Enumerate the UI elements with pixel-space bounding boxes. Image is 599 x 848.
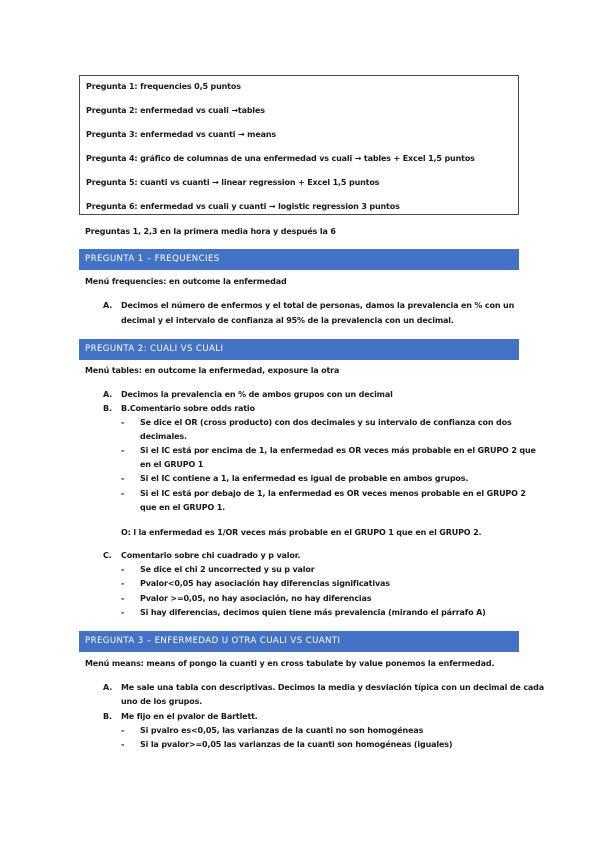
bartlett-item-2: Si la pvalor>=0,05 las varianzas de la cuanti son homogéneas (iguales) xyxy=(140,740,453,749)
section-3-a-marker: A. xyxy=(103,683,113,692)
section-2-c-text: Comentario sobre chi cuadrado y p valor. xyxy=(121,551,301,560)
or-item-4-line-2: que en el GRUPO 1. xyxy=(140,503,226,512)
or-item-2-line-1: Si el IC está por encima de 1, la enfermedad es OR veces más probable en el GRUPO 2 que xyxy=(140,446,536,455)
section-1-heading: PREGUNTA 1 – FREQUENCIES xyxy=(79,249,519,270)
bullet-dash: - xyxy=(121,474,125,483)
or-item-1-line-1: Se dice el OR (cross producto) con dos decimales y su intervalo de confianza con dos xyxy=(140,418,512,427)
or-item-3-line-1: Si el IC contiene a 1, la enfermedad es igual de probable en ambos grupos. xyxy=(140,474,469,483)
summary-line-4: Pregunta 4: gráfico de columnas de una enfermedad vs cuali → tables + Excel 1,5 puntos xyxy=(86,154,475,163)
summary-line-3: Pregunta 3: enfermedad vs cuanti → means xyxy=(86,130,277,139)
section-1-a-line-2: decimal y el intervalo de confianza al 95% de la prevalencia con un decimal. xyxy=(121,316,454,325)
section-2-a-text: Decimos la prevalencia en % de ambos grupos con un decimal xyxy=(121,390,393,399)
bullet-dash: - xyxy=(121,446,125,455)
intro-text: Preguntas 1, 2,3 en la primera media hora y después la 6 xyxy=(85,227,336,236)
summary-line-1: Pregunta 1: frequencies 0,5 puntos xyxy=(86,82,241,91)
bullet-dash: - xyxy=(121,608,125,617)
section-2-menu: Menú tables: en outcome la enfermedad, exposure la otra xyxy=(85,366,340,375)
summary-box xyxy=(79,75,519,215)
summary-line-6: Pregunta 6: enfermedad vs cuali y cuanti → logistic regression 3 puntos xyxy=(86,202,400,211)
summary-line-2: Pregunta 2: enfermedad vs cuali →tables xyxy=(86,106,265,115)
chi-item-1: Se dice el chi 2 uncorrected y su p valor xyxy=(140,565,315,574)
section-2-heading: PREGUNTA 2: CUALI VS CUALI xyxy=(79,339,519,360)
section-3-heading: PREGUNTA 3 – ENFERMEDAD U OTRA CUALI VS CUANTI xyxy=(79,631,519,652)
or-item-2-line-2: en el GRUPO 1 xyxy=(140,460,204,469)
bullet-dash: - xyxy=(121,579,125,588)
or-item-1-line-2: decimales. xyxy=(140,432,187,441)
bullet-dash: - xyxy=(121,565,125,574)
section-1-menu: Menú frequencies: en outcome la enfermedad xyxy=(85,277,287,286)
section-3-a-line-2: uno de los grupos. xyxy=(121,697,203,706)
or-inverse-note: O: l la enfermedad es 1/OR veces más probable en el GRUPO 1 que en el GRUPO 2. xyxy=(121,528,482,537)
summary-line-5: Pregunta 5: cuanti vs cuanti → linear regression + Excel 1,5 puntos xyxy=(86,178,380,187)
bartlett-item-1: Si pvalro es<0,05, las varianzas de la cuanti no son homogéneas xyxy=(140,726,424,735)
section-1-a-line-1: Decimos el número de enfermos y el total de personas, damos la prevalencia en % con un xyxy=(121,301,515,310)
bullet-dash: - xyxy=(121,726,125,735)
section-3-b-marker: B. xyxy=(103,712,112,721)
chi-item-2: Pvalor<0,05 hay asociación hay diferencias significativas xyxy=(140,579,390,588)
section-2-b-text: B.Comentario sobre odds ratio xyxy=(121,404,255,413)
bullet-dash: - xyxy=(121,740,125,749)
section-2-b-marker: B. xyxy=(103,404,112,413)
bullet-dash: - xyxy=(121,594,125,603)
section-2-c-marker: C. xyxy=(103,551,112,560)
section-2-a-marker: A. xyxy=(103,390,113,399)
bullet-dash: - xyxy=(121,489,125,498)
or-item-4-line-1: Si el IC está por debajo de 1, la enfermedad es OR veces menos probable en el GRUPO 2 xyxy=(140,489,526,498)
bullet-dash: - xyxy=(121,418,125,427)
section-3-menu: Menú means: means of pongo la cuanti y en cross tabulate by value ponemos la enfermedad. xyxy=(85,659,495,668)
section-3-a-line-1: Me sale una tabla con descriptivas. Decimos la media y desviación típica con un decimal de cada xyxy=(121,683,544,692)
section-3-b-text: Me fijo en el pvalor de Bartlett. xyxy=(121,712,258,721)
chi-item-4: Si hay diferencias, decimos quien tiene más prevalencia (mirando el párrafo A) xyxy=(140,608,486,617)
section-1-a-marker: A. xyxy=(103,301,113,310)
chi-item-3: Pvalor >=0,05, no hay asociación, no hay diferencias xyxy=(140,594,372,603)
